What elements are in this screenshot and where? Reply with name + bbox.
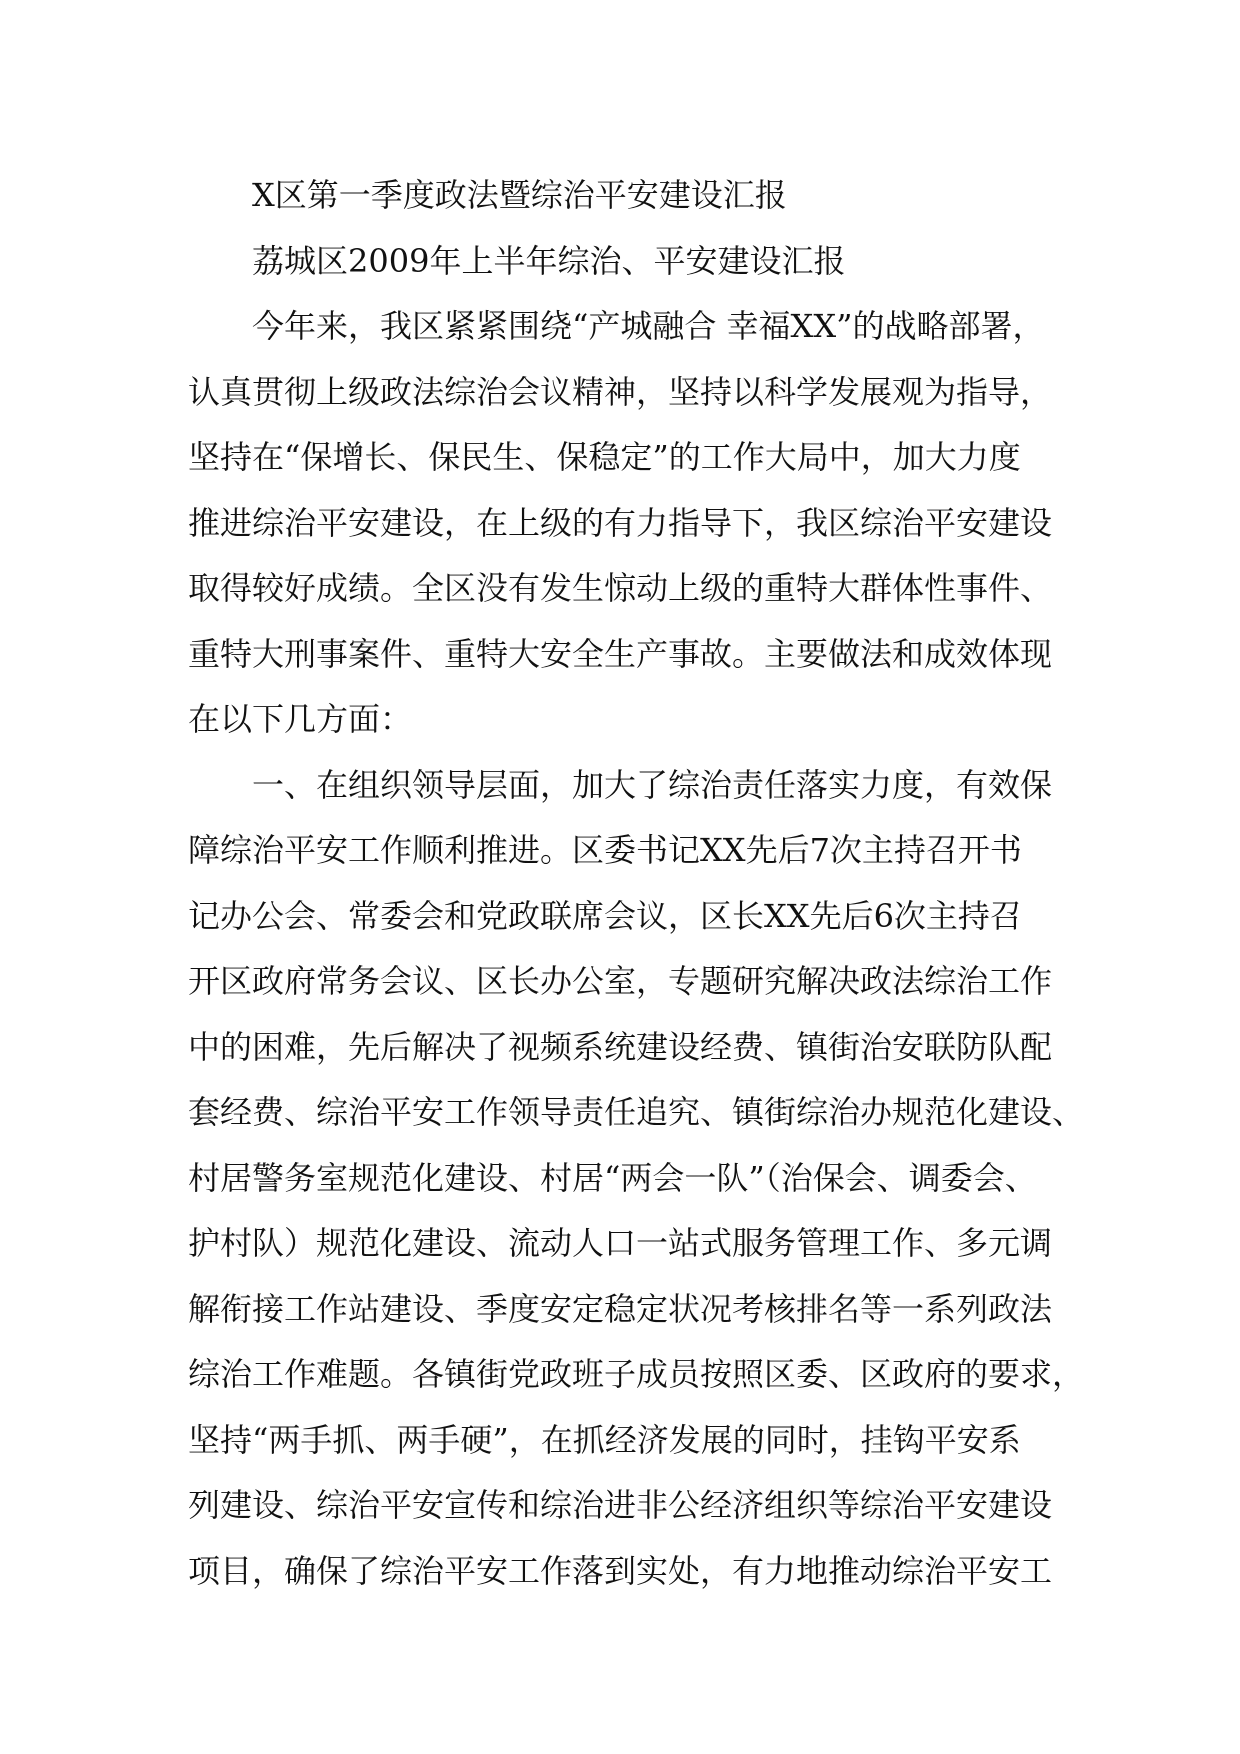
paragraph-line: 一、在组织领导层面，加大了综治责任落实力度，有效保 — [252, 765, 1053, 804]
paragraph-line: 在以下几方面： — [188, 700, 413, 738]
paragraph-line: 认真贯彻上级政法综治会议精神，坚持以科学发展观为指导， — [188, 372, 1053, 411]
paragraph-line: 重特大刑事案件、重特大安全生产事故。主要做法和成效体现 — [188, 634, 1053, 673]
paragraph-line: 解衔接工作站建设、季度安定稳定状况考核排名等一系列政法 — [188, 1289, 1053, 1328]
paragraph-line: 障综治平安工作顺利推进。区委书记XX先后7次主持召开书 — [188, 831, 1022, 869]
document-title: X区第一季度政法暨综治平安建设汇报 — [252, 176, 787, 214]
paragraph-line: 开区政府常务会议、区长办公室，专题研究解决政法综治工作 — [188, 962, 1053, 1000]
paragraph-line: 项目，确保了综治平安工作落到实处，有力地推动综治平安工 — [188, 1551, 1053, 1590]
paragraph-line: 今年来，我区紧紧围绕“产城融合 幸福XX”的战略部署， — [252, 307, 1045, 345]
document-subtitle: 荔城区2009年上半年综治、平安建设汇报 — [252, 241, 846, 280]
paragraph-line: 村居警务室规范化建设、村居“两会一队”（治保会、调委会、 — [188, 1158, 1037, 1197]
paragraph-line: 综治工作难题。各镇街党政班子成员按照区委、区政府的要求， — [188, 1355, 1085, 1393]
paragraph-line: 推进综治平安建设，在上级的有力指导下，我区综治平安建设 — [188, 503, 1053, 542]
paragraph-line: 中的困难，先后解决了视频系统建设经费、镇街治安联防队配 — [188, 1027, 1053, 1066]
paragraph-line: 护村队）规范化建设、流动人口一站式服务管理工作、多元调 — [188, 1224, 1053, 1262]
paragraph-intro — [188, 294, 1068, 753]
paragraph-line: 坚持在“保增长、保民生、保稳定”的工作大局中，加大力度 — [188, 438, 1021, 476]
paragraph-line: 坚持“两手抓、两手硬”，在抓经济发展的同时，挂钩平安系 — [188, 1420, 1021, 1459]
paragraph-line: 取得较好成绩。全区没有发生惊动上级的重特大群体性事件、 — [188, 569, 1053, 607]
paragraph-section-one — [188, 753, 1085, 1605]
paragraph-line: 记办公会、常委会和党政联席会议，区长XX先后6次主持召 — [188, 896, 1022, 935]
document-body — [188, 163, 1085, 1604]
paragraph-line: 列建设、综治平安宣传和综治进非公经济组织等综治平安建设 — [188, 1486, 1053, 1524]
paragraph-line: 套经费、综治平安工作领导责任追究、镇街综治办规范化建设、 — [188, 1093, 1085, 1131]
